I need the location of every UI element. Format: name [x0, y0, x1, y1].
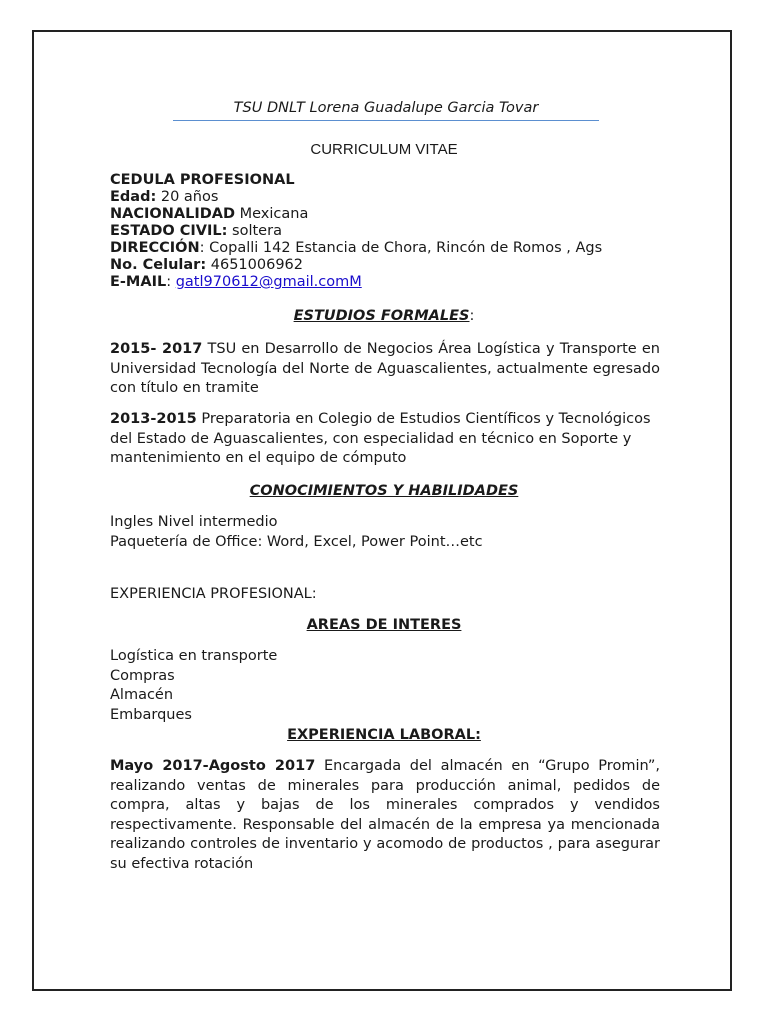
work-experience-heading-text: EXPERIENCIA LABORAL: [287, 727, 481, 743]
work-period: Mayo 2017-Agosto 2017 [110, 758, 316, 774]
nationality-line [110, 206, 602, 223]
phone-label: No. Celular: [110, 257, 207, 273]
interest-item: Embarques [110, 706, 192, 723]
email-link[interactable]: gatl970612@gmail.comM [175, 274, 362, 290]
professional-experience-label: EXPERIENCIA PROFESIONAL: [110, 586, 317, 602]
nationality-label: NACIONALIDAD [110, 206, 236, 222]
interests-list [110, 647, 277, 725]
address-label: DIRECCIÓN [110, 240, 200, 256]
interests-heading [34, 617, 734, 633]
study-item-2-years: 2013-2015 [110, 411, 197, 427]
skills-heading-text: CONOCIMIENTOS Y HABILIDADES [249, 483, 519, 499]
interest-item: Almacén [110, 687, 174, 703]
work-experience-item [110, 757, 660, 874]
email-line [110, 274, 602, 291]
age-value: 20 años [156, 189, 219, 205]
personal-info [110, 172, 602, 291]
civil-status-line [110, 223, 602, 240]
skill-item: Ingles Nivel intermedio [110, 514, 278, 530]
study-item-2 [110, 410, 660, 469]
study-item-1-years: 2015- 2017 [110, 341, 203, 357]
studies-heading [34, 308, 734, 324]
document-page [32, 30, 732, 991]
studies-heading-text: ESTUDIOS FORMALES [293, 308, 470, 324]
civil-status-label: ESTADO CIVIL: [110, 223, 228, 239]
address-value: : Copalli 142 Estancia de Chora, Rincón de Romos , Ags [199, 240, 603, 256]
skills-list [110, 513, 483, 552]
address-line [110, 240, 602, 257]
phone-line [110, 257, 602, 274]
work-description: Encargada del almacén en “Grupo Promin”, realizando ventas de minerales para producción animal, pedidos de compra, altas y bajas de los minerales comprados y vendidos respectivamente. Responsable del almacén de la empresa ya mencionada realizando controles de inventario y acomodo de productos , para asegurar su efectiva rotación [110, 758, 660, 872]
study-item-1-text: TSU en Desarrollo de Negocios Área Logística y Transporte en Universidad Tecnología del Norte de Aguascalientes, actualmente egresado con título en tramite [110, 341, 660, 396]
work-experience-heading [34, 727, 734, 743]
skill-item: Paquetería de Office: Word, Excel, Power Point…etc [110, 533, 483, 550]
nationality-value: Mexicana [235, 206, 309, 222]
skills-heading [34, 483, 734, 499]
studies-heading-suffix: : [469, 308, 475, 324]
phone-value: 4651006962 [206, 257, 304, 273]
interest-item: Compras [110, 667, 175, 684]
cedula-label: CEDULA PROFESIONAL [110, 172, 295, 188]
email-separator: : [166, 274, 176, 290]
cedula-line [110, 172, 602, 189]
document-title: CURRICULUM VITAE [310, 141, 458, 158]
interest-item: Logística en transporte [110, 648, 278, 664]
interests-heading-text: AREAS DE INTERES [306, 617, 462, 633]
study-item-1 [110, 340, 660, 399]
civil-status-value: soltera [227, 223, 282, 239]
age-label: Edad: [110, 189, 157, 205]
age-line [110, 189, 602, 206]
candidate-name: TSU DNLT Lorena Guadalupe Garcia Tovar [173, 100, 599, 121]
email-label: E-MAIL [110, 274, 167, 290]
study-item-2-text: Preparatoria en Colegio de Estudios Científicos y Tecnológicos del Estado de Aguascalientes, con especialidad en técnico en Soporte y mantenimiento en el equipo de cómputo [110, 411, 651, 466]
